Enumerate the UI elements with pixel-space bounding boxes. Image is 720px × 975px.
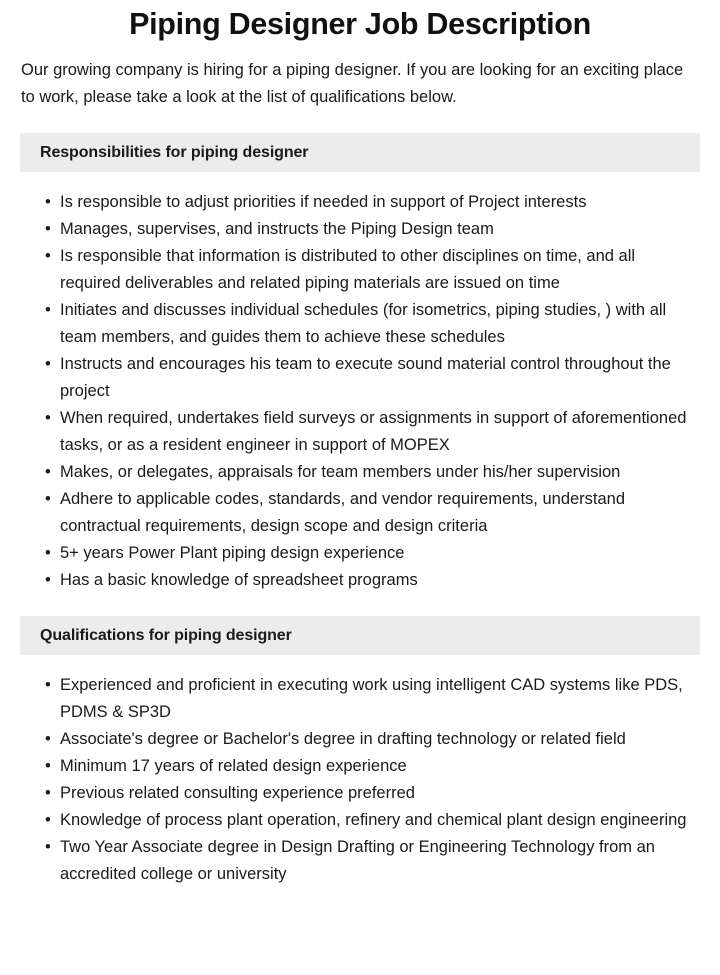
list-item-text: Two Year Associate degree in Design Drafting or Engineering Technology from an accredited college or university [60,838,655,883]
bullet-icon: • [45,676,51,694]
list-item-text: Is responsible that information is distributed to other disciplines on time, and all required deliverables and related piping materials are issued on time [60,247,636,292]
list-item-text: Adhere to applicable codes, standards, and vendor requirements, understand contractual requirements, design scope and design criteria [60,490,626,535]
list-item [45,780,694,807]
bullet-icon: • [45,571,51,589]
section-header-responsibilities [20,133,700,172]
list-item [45,405,694,459]
list-item [45,189,694,216]
list-item-text: Manages, supervises, and instructs the Piping Design team [60,220,494,238]
section-title-responsibilities: Responsibilities for piping designer [40,143,309,161]
list-item-text: Previous related consulting experience preferred [60,784,415,802]
bullet-icon: • [45,193,51,211]
list-item-text: Is responsible to adjust priorities if needed in support of Project interests [60,193,587,211]
page-title: Piping Designer Job Description [129,7,591,41]
section-title-qualifications: Qualifications for piping designer [40,626,292,644]
list-item-text: Knowledge of process plant operation, refinery and chemical plant design engineering [60,811,687,829]
bullet-icon: • [45,463,51,481]
list-item [45,834,694,888]
list-item [45,753,694,780]
list-item-text: Experienced and proficient in executing work using intelligent CAD systems like PDS, PDMS & SP3D [60,676,683,721]
list-item-text: Has a basic knowledge of spreadsheet programs [60,571,418,589]
list-item [45,486,694,540]
list-item-text: Associate's degree or Bachelor's degree in drafting technology or related field [60,730,626,748]
responsibilities-list [0,189,720,594]
list-item [45,243,694,297]
list-item [45,672,694,726]
qualifications-list [0,672,720,888]
list-item-text: Makes, or delegates, appraisals for team members under his/her supervision [60,463,621,481]
list-item-text: Minimum 17 years of related design experience [60,757,407,775]
list-item [45,567,694,594]
bullet-icon: • [45,355,51,373]
list-item [45,807,694,834]
bullet-icon: • [45,220,51,238]
bullet-icon: • [45,838,51,856]
list-item-text: When required, undertakes field surveys or assignments in support of aforementioned tasks, or as a resident engineer in support of MOPEX [60,409,687,454]
list-item [45,726,694,753]
list-item [45,459,694,486]
list-item [45,297,694,351]
list-item-text: 5+ years Power Plant piping design experience [60,544,405,562]
section-header-qualifications [20,616,700,655]
bullet-icon: • [45,301,51,319]
bullet-icon: • [45,409,51,427]
bullet-icon: • [45,247,51,265]
list-item-text: Initiates and discusses individual schedules (for isometrics, piping studies, ) with all team members, and guides them to achieve these schedules [60,301,667,346]
intro-paragraph: Our growing company is hiring for a piping designer. If you are looking for an exciting place to work, please take a look at the list of qualifications below. [21,61,684,106]
list-item [45,216,694,243]
list-item [45,540,694,567]
bullet-icon: • [45,811,51,829]
list-item [45,351,694,405]
bullet-icon: • [45,784,51,802]
bullet-icon: • [45,490,51,508]
bullet-icon: • [45,757,51,775]
bullet-icon: • [45,730,51,748]
bullet-icon: • [45,544,51,562]
list-item-text: Instructs and encourages his team to execute sound material control throughout the project [60,355,671,400]
